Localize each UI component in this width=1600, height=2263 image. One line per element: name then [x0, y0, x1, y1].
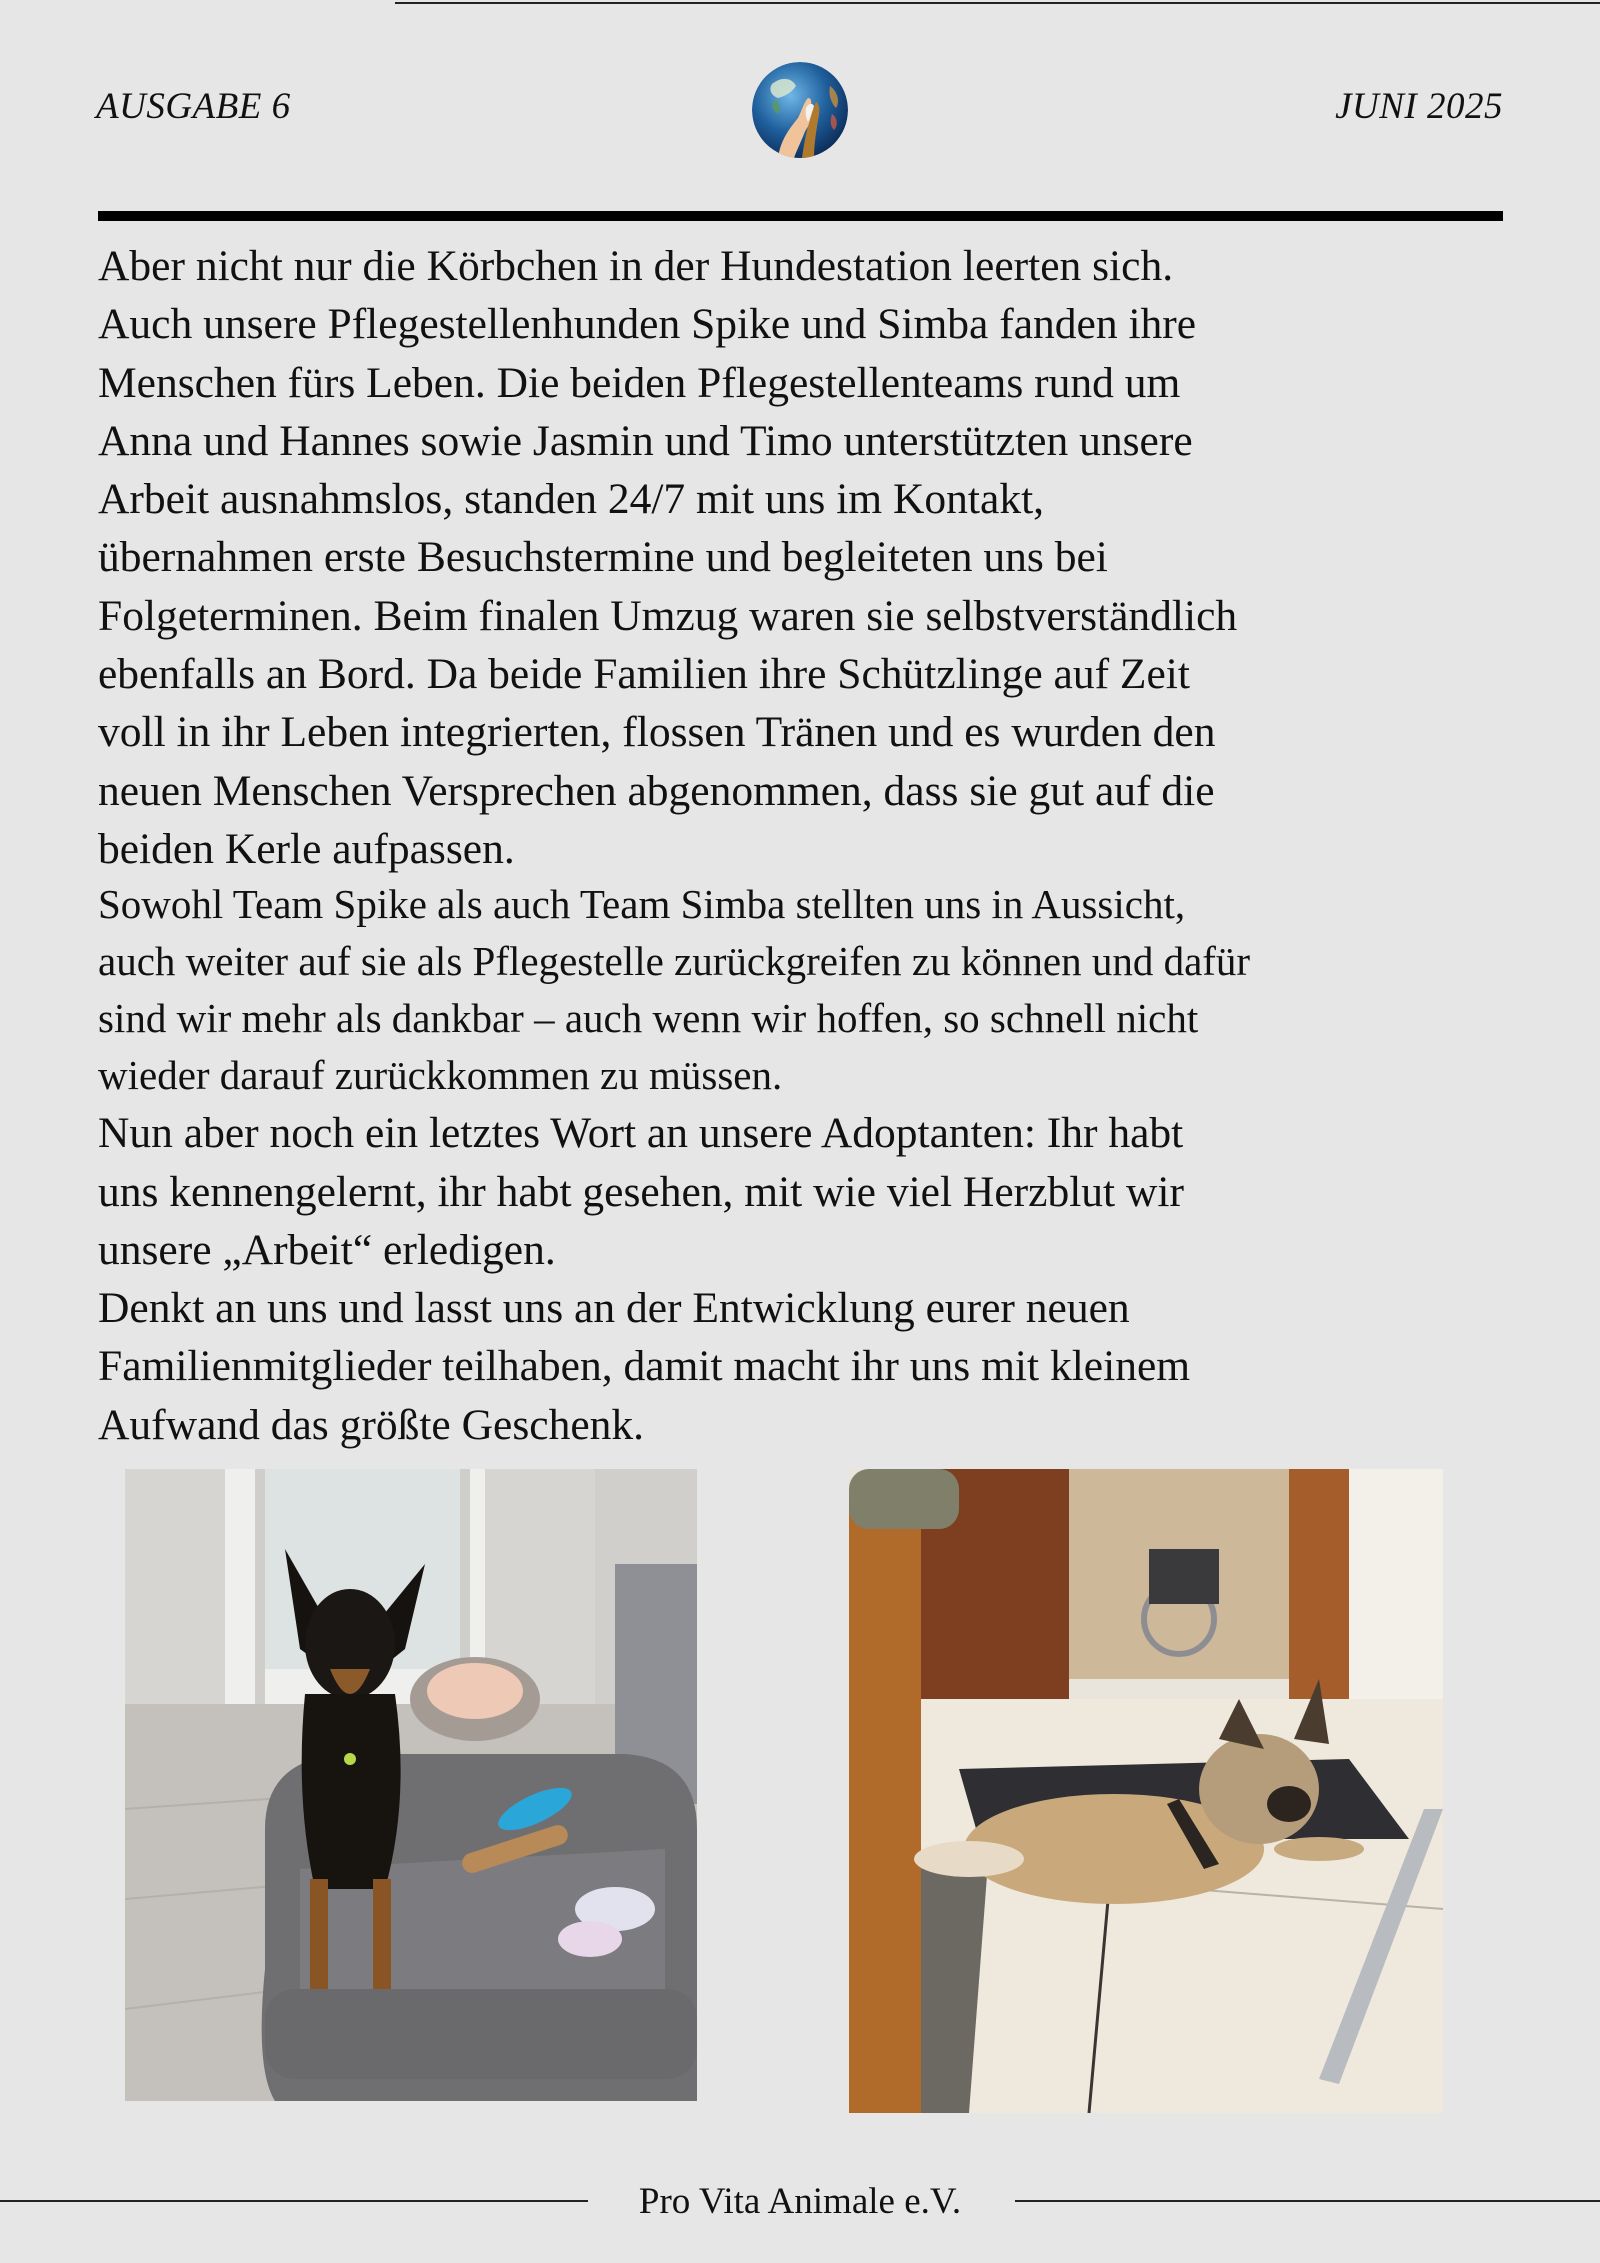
article-paragraph	[98, 237, 1568, 878]
footer-organization: Pro Vita Animale e.V.	[638, 2181, 962, 2222]
article-paragraph	[98, 1279, 1568, 1454]
text-line: übernahmen erste Besuchstermine und begleiteten uns bei	[98, 533, 1108, 582]
text-line: Denkt an uns und lasst uns an der Entwicklung eurer neuen	[98, 1284, 1130, 1333]
text-line: Nun aber noch ein letztes Wort an unsere Adoptanten: Ihr habt	[98, 1109, 1184, 1158]
text-line: Folgeterminen. Beim finalen Umzug waren sie selbstverständlich	[98, 591, 1238, 640]
article-paragraph	[98, 876, 1568, 1104]
header-divider	[98, 211, 1503, 221]
text-line: unsere „Arbeit“ erledigen.	[98, 1225, 556, 1274]
text-line: neuen Menschen Versprechen abgenommen, dass sie gut auf die	[98, 766, 1215, 815]
text-line: Sowohl Team Spike als auch Team Simba stellten uns in Aussicht,	[98, 881, 1186, 928]
text-line: Auch unsere Pflegestellenhunden Spike und Simba fanden ihre	[98, 300, 1197, 349]
globe-hand-paw-logo-icon	[752, 62, 848, 158]
top-rule	[395, 2, 1600, 4]
footer-rule-right	[1015, 2200, 1600, 2202]
text-line: auch weiter auf sie als Pflegestelle zurückgreifen zu können und dafür	[98, 938, 1251, 985]
text-line: voll in ihr Leben integrierten, flossen Tränen und es wurden den	[98, 708, 1216, 757]
text-line: Aber nicht nur die Körbchen in der Hundestation leerten sich.	[98, 242, 1174, 290]
text-line: Arbeit ausnahmslos, standen 24/7 mit uns im Kontakt,	[98, 475, 1045, 524]
text-line: sind wir mehr als dankbar – auch wenn wir hoffen, so schnell nicht	[98, 995, 1199, 1042]
text-line: uns kennengelernt, ihr habt gesehen, mit wie viel Herzblut wir	[98, 1167, 1184, 1216]
text-line: Anna und Hannes sowie Jasmin und Timo unterstützten unsere	[98, 416, 1193, 465]
text-line: Aufwand das größte Geschenk.	[98, 1400, 645, 1449]
text-line: wieder darauf zurückkommen zu müssen.	[98, 1052, 783, 1099]
photo-spike	[125, 1469, 697, 2101]
issue-number: AUSGABE 6	[96, 86, 291, 127]
issue-date: JUNI 2025	[1335, 86, 1503, 127]
photo-simba	[849, 1469, 1443, 2113]
article-body	[98, 237, 1568, 1454]
text-line: beiden Kerle aufpassen.	[98, 824, 515, 873]
text-line: Familienmitglieder teilhaben, damit macht ihr uns mit kleinem	[98, 1342, 1191, 1391]
text-line: ebenfalls an Bord. Da beide Familien ihre Schützlinge auf Zeit	[98, 650, 1190, 699]
article-paragraph	[98, 1104, 1568, 1279]
text-line: Menschen fürs Leben. Die beiden Pflegestellenteams rund um	[98, 358, 1181, 407]
